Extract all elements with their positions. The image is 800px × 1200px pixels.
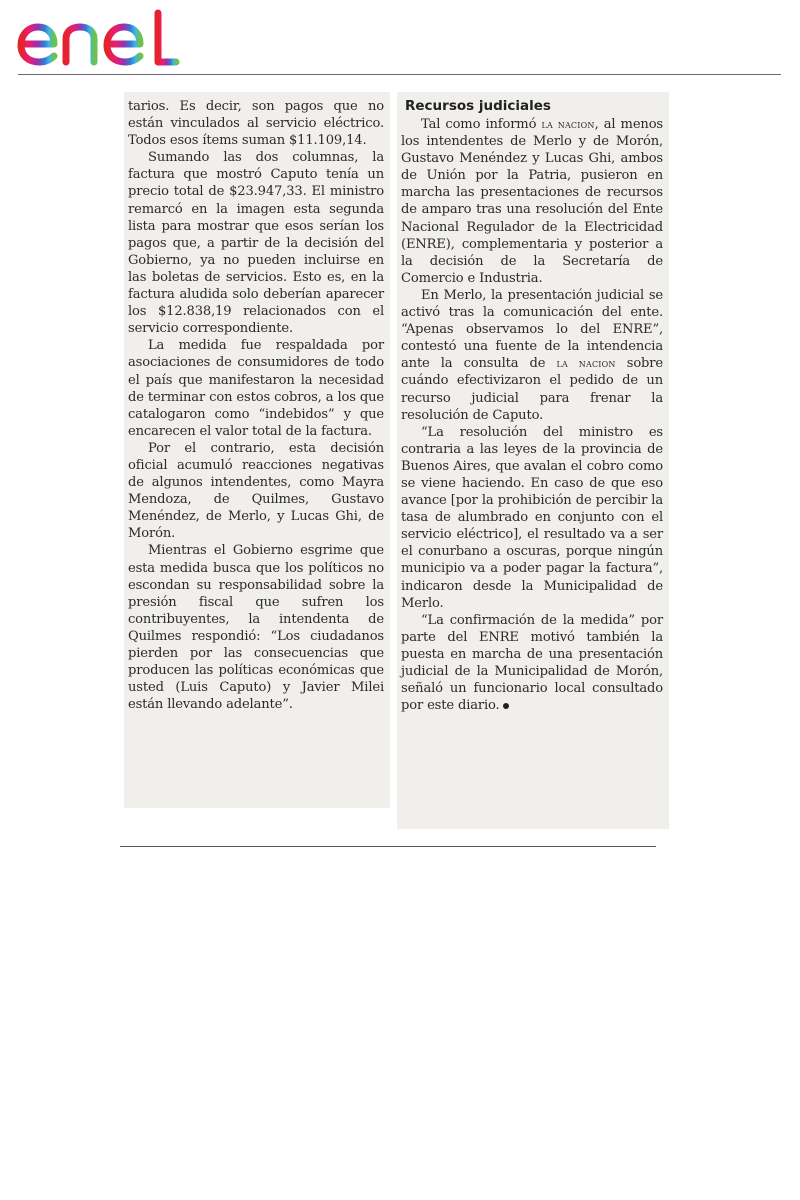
newspaper-name: la nacion	[541, 118, 595, 131]
left-paragraph-3: La medida fue respaldada por asociaciones de consumidores de todo el país que manifestaron la necesidad de terminar con estos cobros, a los que catalogaron como “indebidos” y que encarecen el valor total de la factura.	[128, 338, 384, 439]
left-paragraph-5: Mientras el Gobierno esgrime que esta medida busca que los políticos no escondan su responsabilidad sobre la presión fiscal que sufren los contribuyentes, la intendenta de Quilmes respondió: “Los ciudadanos pierden por las consecuencias que producen las políticas económicas que usted (Luis Caputo) y Javier Milei están llevando adelante”.	[128, 543, 384, 713]
right-p2-start: En Merlo, la presentación judicial se activó tras la comunicación del ente. “Apenas observamos lo del ENRE”, contestó una fuente de la intendencia ante la consulta de	[401, 287, 663, 372]
right-p4-text: “La confirmación de la medida” por parte del ENRE motivó también la puesta en marcha de una presentación judicial de la Municipalidad de Morón, señaló un funcionario local consultado por este diario.	[401, 612, 663, 714]
left-paragraph-1: tarios. Es decir, son pagos que no están vinculados al servicio eléctrico. Todos esos ítems suman $11.109,14.	[128, 99, 384, 149]
right-paragraph-1	[401, 116, 663, 287]
left-paragraph-2: Sumando las dos columnas, la factura que mostró Caputo tenía un precio total de $23.947,33. El ministro remarcó en la imagen esta segunda lista para mostrar que esos serían los pagos que, a partir de la decisión del Gobierno, ya no pueden incluirse en las boletas de servicios. Esto es, en la factura aludida solo deberían aparecer los $12.838,19 relacionados con el servicio correspondiente.	[128, 150, 384, 337]
article-clip-left	[124, 92, 390, 808]
footer-divider	[120, 846, 656, 847]
right-p1-start: Tal como informó	[421, 117, 537, 132]
left-column	[128, 98, 384, 713]
right-p2-rest: sobre cuándo efectivizaron el pedido de un recurso judicial para frenar la resolución de Caputo.	[401, 356, 663, 423]
left-paragraph-4: Por el contrario, esta decisión oficial acumuló reacciones negativas de algunos intendentes, como Mayra Mendoza, de Quilmes, Gustavo Menéndez, de Merlo, y Lucas Ghi, de Morón.	[128, 440, 384, 542]
section-heading: Recursos judiciales	[405, 98, 551, 114]
enel-logo	[14, 6, 184, 70]
right-column	[401, 98, 663, 714]
right-p1-rest: , al menos los intendentes de Merlo y de Morón, Gustavo Menéndez y Lucas Ghi, ambos de Unión por la Patria, pusieron en marcha las presentaciones de recursos de amparo tras una resolución del Ente Nacional Regulador de la Electricidad (ENRE), complementaria y posterior a la decisión de la Secretaría de Comercio e Industria.	[401, 117, 663, 286]
article-clip-right	[397, 92, 669, 829]
right-paragraph-4	[401, 612, 663, 715]
end-mark-icon	[503, 703, 509, 709]
right-paragraph-2	[401, 287, 663, 424]
right-paragraph-3: “La resolución del ministro es contraria a las leyes de la provincia de Buenos Aires, que avalan el cobro como se viene haciendo. En caso de que eso avance [por la prohibición de percibir la tasa de alumbrado en conjunto con el servicio eléctrico], el resultado va a ser el conurbano a oscuras, porque ningún municipio va a poder pagar la factura”, indicaron desde la Municipalidad de Merlo.	[401, 424, 663, 611]
newspaper-name-2: la nacion	[556, 357, 616, 371]
enel-logo-mark	[14, 6, 184, 70]
header-divider	[18, 74, 781, 75]
